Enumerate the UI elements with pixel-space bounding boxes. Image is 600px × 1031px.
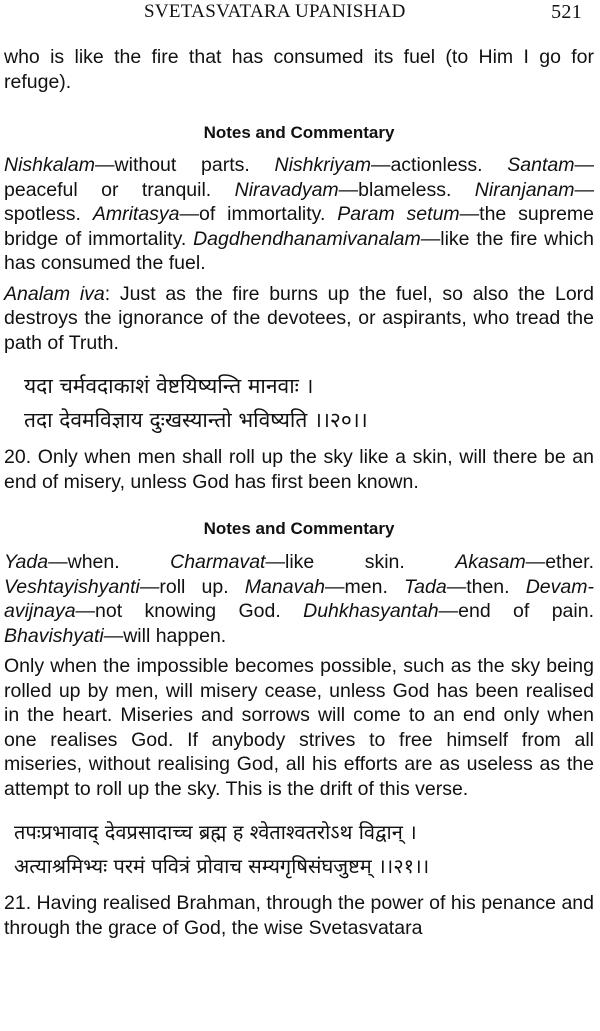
glossary-1-definition: —of immortality. [179,203,338,225]
glossary-2-term: Duhkhasyantah [303,600,439,622]
continuation-paragraph: who is like the fire that has consumed its fuel (to Him I go for refuge). [4,46,594,93]
glossary-2-definition: —end of pain. [438,600,594,622]
glossary-2-definition: —men. [325,575,405,598]
glossary-1-term: Amritasya [92,203,180,225]
glossary-2-term: Manavah [244,575,326,598]
glossary-1-term: Nishkriyam [274,154,371,176]
analam-paragraph [4,282,594,356]
analam-term: Analam iva [4,282,105,305]
translation-20: 20. Only when men shall roll up the sky like a skin, will there be an end of misery, unless God has first been known. [4,446,594,493]
glossary-2-term: Yada [4,551,49,573]
glossary-2-definition: —will happen. [103,624,227,647]
page-number: 521 [551,1,582,23]
glossary-2-definition: —then. [446,575,526,598]
verse-21-line-1: तपःप्रभावाद् देवप्रसादाच्च ब्रह्म ह श्वेताश्वतरोऽथ विद्वान् । [14,820,417,844]
glossary-2-definition: —ether. [525,551,594,573]
glossary-1-term: Nishkalam [4,154,96,176]
section-heading-2: Notes and Commentary [203,519,395,538]
glossary-1-definition: — spotless. [4,178,594,225]
glossary-1-definition: —like the fire which has consumed the fuel. [4,227,594,274]
verse-20-line-2: तदा देवमविज्ञाय दुःखस्यान्तो भविष्यति ।।२०।। [24,408,368,432]
glossary-1-definition: —the supreme bridge of immortality. [4,203,594,250]
glossary-2-term: Akasam [455,551,526,573]
glossary-2-term: Devam-avijnaya [4,575,594,622]
analam-text: : Just as the fire burns up the fuel, so also the Lord destroys the ignorance of the devotees, or aspirants, who tread the path of Truth. [4,282,595,354]
glossary-1-term: Niranjanam [474,178,575,201]
glossary-1-definition: —without parts. [95,154,275,176]
commentary-20: Only when the impossible becomes possible, such as the sky being rolled up by men, will misery cease, unless God has been realised in the heart. Miseries and sorrows will come to an end only when one realises God. If anybody strives to free himself from all miseries, without realising God, all his efforts are as useless as the attempt to roll up the sky. This is the drift of this verse. [4,655,594,800]
glossary-2-term: Charmavat [170,551,266,573]
glossary-1-definition: — peaceful or tranquil. [4,154,594,201]
glossary-1-term: Param setum [337,203,460,225]
glossary-1-term: Dagdhendhanamivanalam [193,227,421,250]
verse-21-line-2: अत्याश्रमिभ्यः परमं पवित्रं प्रोवाच सम्यगृषिसंघजुष्टम् ।।२१।। [14,854,430,878]
glossary-2-term: Veshtayishyanti [4,575,140,598]
glossary-2-definition: —when. [48,551,171,573]
verse-20-line-1: यदा चर्मवदाकाशं वेष्टयिष्यन्ति मानवाः । [24,374,314,398]
glossary-1-term: Niravadyam [234,178,339,201]
glossary-2-definition: —not knowing God. [75,600,304,622]
glossary-paragraph-2 [4,550,594,648]
glossary-1-term: Santam [507,154,575,176]
glossary-2-definition: —like skin. [265,551,456,573]
glossary-2-term: Bhavishyati [4,624,104,647]
glossary-1-definition: —actionless. [370,154,508,176]
glossary-paragraph-1 [4,153,594,276]
running-header [4,0,594,31]
glossary-1-definition: —blameless. [338,178,475,201]
translation-21: 21. Having realised Brahman, through the power of his penance and through the grace of God, the wise Svetasvatara [4,892,594,939]
verse-21 [4,815,594,883]
glossary-2-definition: —roll up. [139,575,245,598]
section-heading-1: Notes and Commentary [203,123,395,142]
glossary-2-term: Tada [404,575,447,598]
verse-20 [4,369,594,437]
running-title: SVETASVATARA UPANISHAD [144,1,406,22]
